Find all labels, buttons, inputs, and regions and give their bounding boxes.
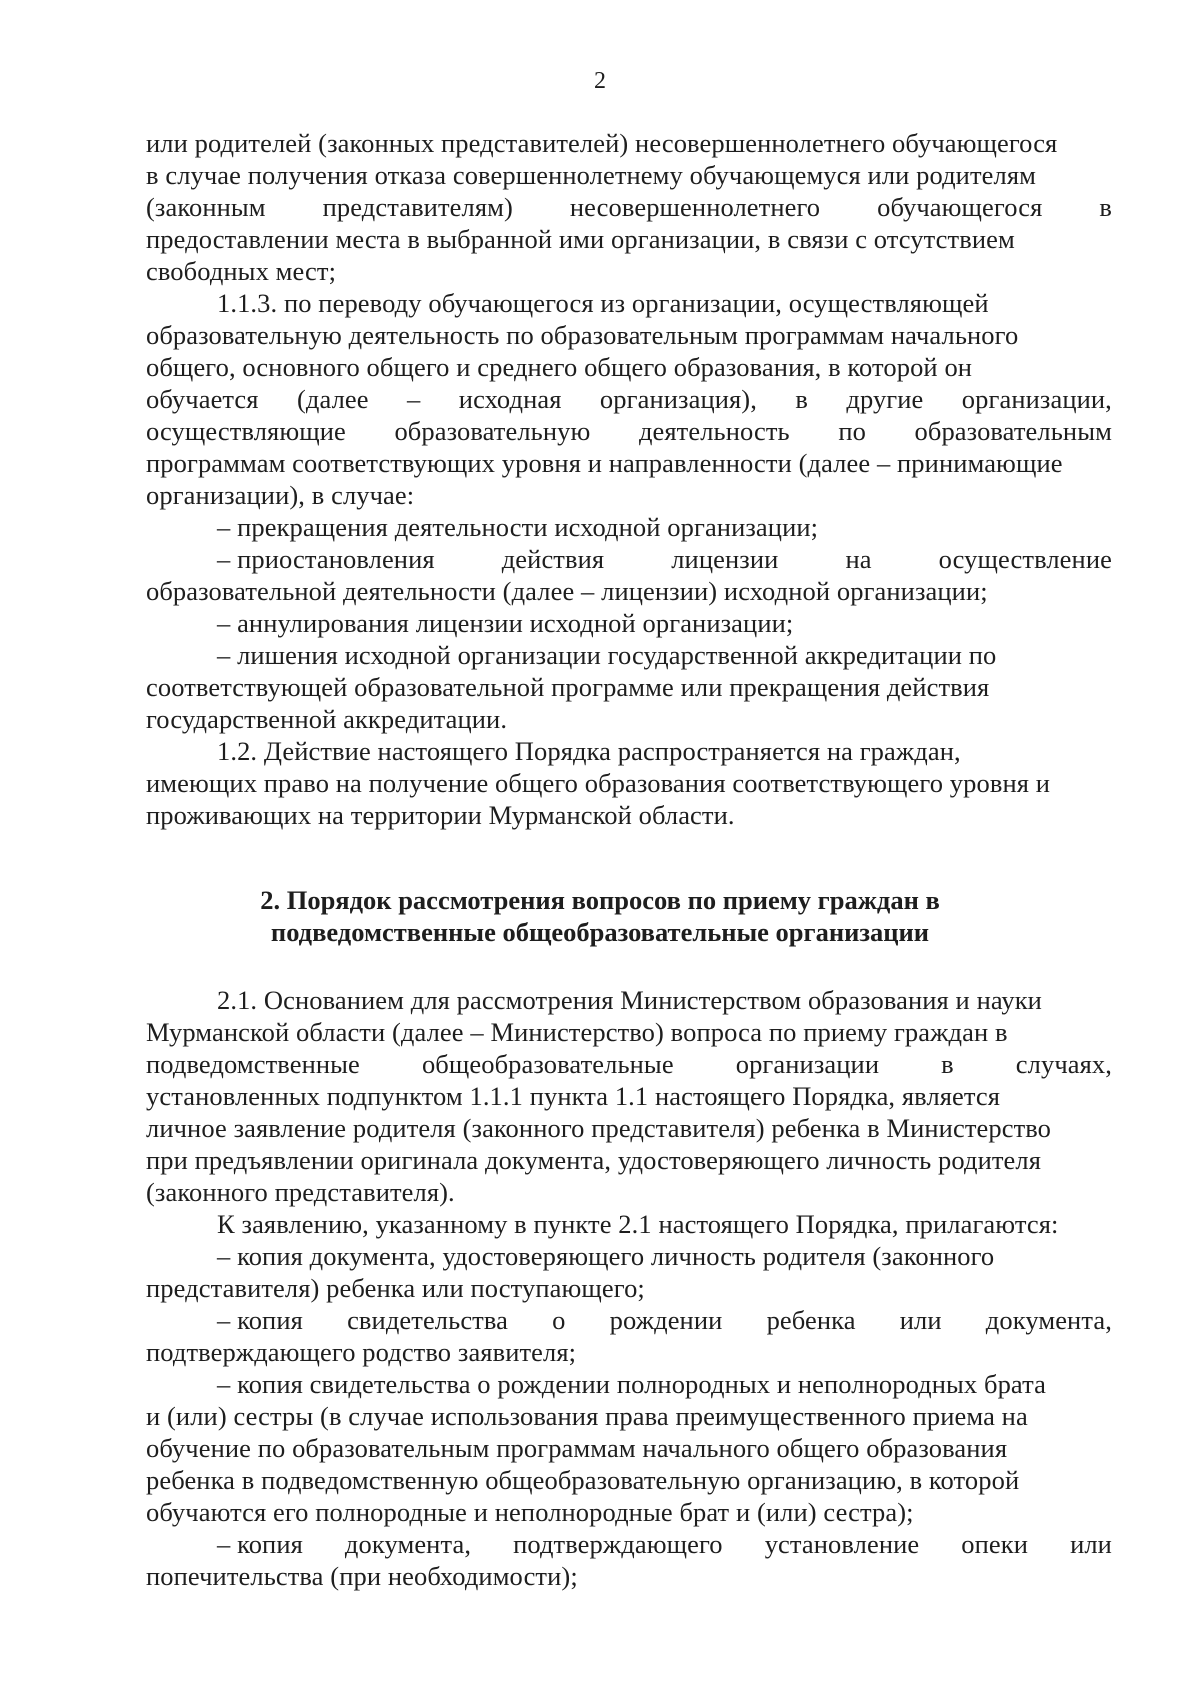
text-line: обучаются его полнородные и неполнородные брат и (или) сестра); — [146, 1497, 914, 1527]
text-line: общего, основного общего и среднего общего образования, в которой он — [146, 352, 973, 382]
word: или — [1070, 1529, 1112, 1559]
text-line: Мурманской области (далее – Министерство) вопроса по приему граждан в — [146, 1017, 1008, 1047]
list-item: – копия свидетельства о рождении полнородных и неполнородных брата — [217, 1369, 1046, 1399]
list-item-justified — [217, 1304, 1112, 1336]
word: подведомственные — [146, 1049, 360, 1079]
list-item: – аннулирования лицензии исходной организации; — [217, 608, 794, 638]
word: организации — [735, 1049, 880, 1079]
text-line: или родителей (законных представителей) несовершеннолетнего обучающегося — [146, 128, 1058, 158]
text-line-justified — [146, 191, 1112, 223]
word: – приостановления — [217, 544, 435, 574]
word: деятельность — [638, 416, 790, 446]
text-line: государственной аккредитации. — [146, 704, 508, 734]
word: обучающегося — [877, 192, 1043, 222]
paragraph-first-line: 1.1.3. по переводу обучающегося из организации, осуществляющей — [217, 288, 989, 318]
word: ребенка — [766, 1305, 856, 1335]
word: осуществление — [938, 544, 1112, 574]
word: случаях, — [1015, 1049, 1112, 1079]
text-line: соответствующей образовательной программе или прекращения действия — [146, 672, 990, 702]
word: – копия — [217, 1529, 303, 1559]
word: о — [552, 1305, 566, 1335]
text-line: представителя) ребенка или поступающего; — [146, 1273, 645, 1303]
word: образовательную — [394, 416, 591, 446]
word: представителям) — [322, 192, 513, 222]
word: – копия — [217, 1305, 303, 1335]
text-line: личное заявление родителя (законного представителя) ребенка в Министерство — [146, 1113, 1052, 1143]
text-line-justified — [146, 1048, 1112, 1080]
text-line: свободных мест; — [146, 256, 337, 286]
word: (далее — [296, 384, 369, 414]
text-line-justified — [146, 383, 1112, 415]
text-line: установленных подпунктом 1.1.1 пункта 1.1 настоящего Порядка, является — [146, 1081, 1001, 1111]
word: (законным — [146, 192, 266, 222]
word: в — [941, 1049, 954, 1079]
word: подтверждающего — [513, 1529, 723, 1559]
text-line: (законного представителя). — [146, 1177, 455, 1207]
text-line: имеющих право на получение общего образования соответствующего уровня и — [146, 768, 1051, 798]
word: по — [838, 416, 866, 446]
paragraph-first-line: 2.1. Основанием для рассмотрения Министерством образования и науки — [217, 985, 1042, 1015]
paragraph-first-line: К заявлению, указанному в пункте 2.1 настоящего Порядка, прилагаются: — [217, 1209, 1059, 1239]
word: документа, — [985, 1305, 1112, 1335]
paragraph-first-line: 1.2. Действие настоящего Порядка распространяется на граждан, — [217, 736, 961, 766]
word: документа, — [344, 1529, 472, 1559]
text-line: в случае получения отказа совершеннолетнему обучающемуся или родителям — [146, 160, 1036, 190]
word: опеки — [961, 1529, 1029, 1559]
text-line: программам соответствующих уровня и направленности (далее – принимающие — [146, 448, 1063, 478]
section-heading-line-1: 2. Порядок рассмотрения вопросов по приему граждан в — [260, 885, 940, 915]
text-line: образовательной деятельности (далее – лицензии) исходной организации; — [146, 576, 988, 606]
word: – — [407, 384, 421, 414]
word: лицензии — [671, 544, 779, 574]
page-number: 2 — [594, 68, 606, 94]
word: другие — [846, 384, 924, 414]
word: организации, — [961, 384, 1112, 414]
list-item: – прекращения деятельности исходной организации; — [217, 512, 819, 542]
word: осуществляющие — [146, 416, 346, 446]
text-line: и (или) сестры (в случае использования права преимущественного приема на — [146, 1401, 1028, 1431]
list-item-justified — [217, 543, 1112, 575]
word: обучается — [146, 384, 259, 414]
list-item-justified — [217, 1528, 1112, 1560]
text-line: ребенка в подведомственную общеобразовательную организацию, в которой — [146, 1465, 1020, 1495]
word: рождении — [609, 1305, 723, 1335]
word: несовершеннолетнего — [569, 192, 821, 222]
text-line: проживающих на территории Мурманской области. — [146, 800, 735, 830]
word: исходная — [458, 384, 562, 414]
word: образовательным — [914, 416, 1112, 446]
word: общеобразовательные — [421, 1049, 674, 1079]
word: или — [899, 1305, 942, 1335]
word: в — [795, 384, 808, 414]
word: действия — [501, 544, 605, 574]
list-item: – лишения исходной организации государственной аккредитации по — [217, 640, 997, 670]
word: свидетельства — [347, 1305, 508, 1335]
text-line: образовательную деятельность по образовательным программам начального — [146, 320, 1019, 350]
text-line: организации), в случае: — [146, 480, 415, 510]
text-line: обучение по образовательным программам начального общего образования — [146, 1433, 1008, 1463]
text-line: попечительства (при необходимости); — [146, 1561, 578, 1591]
text-line: подтверждающего родство заявителя; — [146, 1337, 577, 1367]
text-line: предоставлении места в выбранной ими организации, в связи с отсутствием — [146, 224, 1015, 254]
text-line: при предъявлении оригинала документа, удостоверяющего личность родителя — [146, 1145, 1042, 1175]
text-line-justified — [146, 415, 1112, 447]
word: на — [845, 544, 872, 574]
word: организация), — [599, 384, 757, 414]
word: в — [1099, 192, 1112, 222]
word: установление — [764, 1529, 920, 1559]
section-heading-line-2: подведомственные общеобразовательные организации — [270, 917, 930, 947]
list-item: – копия документа, удостоверяющего личность родителя (законного — [217, 1241, 995, 1271]
